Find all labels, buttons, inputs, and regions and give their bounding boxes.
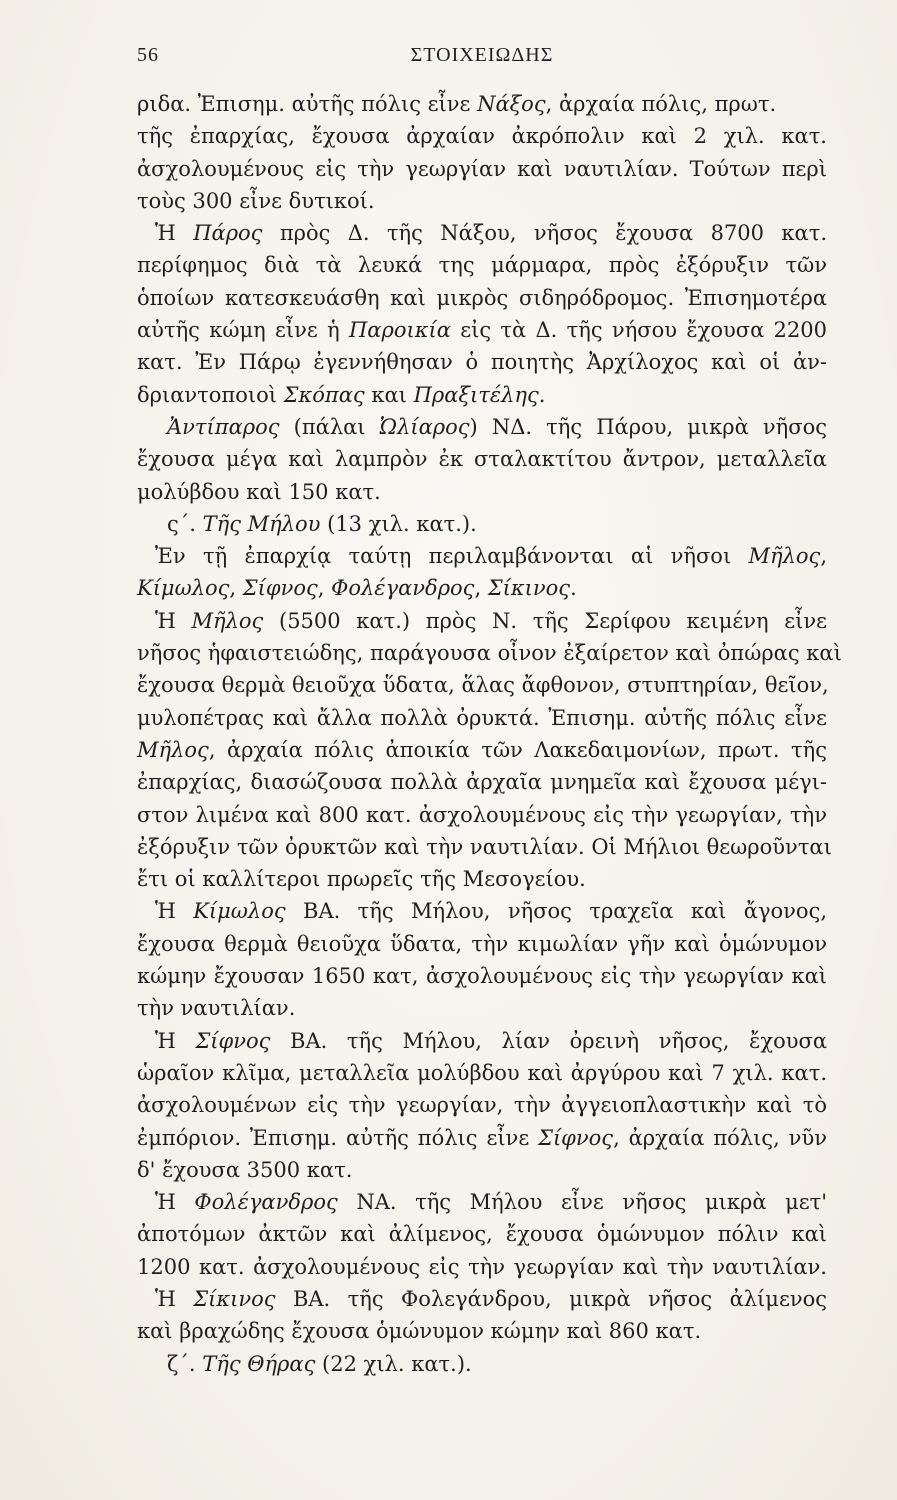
text-run: καὶ βραχώδης ἔχουσα ὁμώνυμον κώμην καὶ 860 κατ. xyxy=(137,1319,702,1344)
text-line xyxy=(137,734,827,766)
text-run: ὁποίων κατεσκευάσθη καὶ μικρὸς σιδηρόδρομος. Ἐπισημοτέρα xyxy=(137,285,827,310)
text-line xyxy=(137,217,827,249)
running-title: ΣΤΟΙΧΕΙΩΔΗΣ xyxy=(410,44,554,66)
text-line xyxy=(137,605,827,637)
text-run: δ' ἔχουσα 3500 κατ. xyxy=(137,1157,353,1182)
text-line xyxy=(137,153,827,185)
text-run: μυλοπέτρας καὶ ἄλλα πολλὰ ὀρυκτά. Ἐπισημ. αὐτῆς πόλις εἶνε xyxy=(137,705,827,730)
text-run: ἐξόρυξιν τῶν ὀρυκτῶν καὶ τὴν ναυτιλίαν. Οἱ Μήλιοι θεωροῦνται xyxy=(137,834,832,859)
italic-term: Μῆλος xyxy=(748,544,821,569)
text-line xyxy=(137,1122,827,1154)
text-run: κατ. Ἐν Πάρῳ ἐγεννήθησαν ὁ ποιητὴς Ἀρχίλοχος καὶ οἱ ἀν- xyxy=(137,350,827,375)
text-line xyxy=(137,669,827,701)
italic-term: Τῆς Θήρας xyxy=(202,1351,316,1376)
text-run: στον λιμένα καὶ 800 κατ. ἀσχολουμένους εἰς τὴν γεωργίαν, τὴν xyxy=(137,802,827,827)
italic-term: Κίμωλος xyxy=(193,899,286,924)
text-run: ς΄. xyxy=(167,511,203,536)
text-run: τοὺς 300 εἶνε δυτικοί. xyxy=(137,188,375,213)
text-line xyxy=(137,992,827,1024)
text-line xyxy=(137,1057,827,1089)
page-number: 56 xyxy=(137,44,159,66)
text-run: Ἡ xyxy=(155,221,194,246)
text-line xyxy=(137,1089,827,1121)
text-run: αὐτῆς κώμη εἶνε ἡ xyxy=(137,318,349,343)
text-line xyxy=(137,960,827,992)
text-line xyxy=(137,88,827,120)
text-run: κώμην ἔχουσαν 1650 κατ, ἀσχολουμένους εἰς τὴν γεωργίαν καὶ xyxy=(137,964,827,989)
text-run: ἐπαρχίας, διασώζουσα πολλὰ ἀρχαῖα μνημεῖα καὶ ἔχουσα μέγι- xyxy=(137,770,827,795)
text-run: ΒΑ. τῆς Μήλου, νῆσος τραχεῖα καὶ ἄγονος, xyxy=(285,899,827,924)
italic-term: Τῆς Μήλου xyxy=(202,511,321,536)
text-run: (πάλαι xyxy=(279,414,380,439)
text-line xyxy=(137,1154,827,1186)
text-line xyxy=(137,1025,827,1057)
text-line xyxy=(137,120,827,152)
text-line xyxy=(137,702,827,734)
text-run: ἀσχολουμένους εἰς τὴν γεωργίαν καὶ ναυτιλίαν. Τούτων περὶ xyxy=(137,156,827,181)
italic-term: Ἀντίπαρος xyxy=(167,414,280,439)
italic-term: Φολέγανδρος xyxy=(331,576,475,601)
text-line xyxy=(137,443,827,475)
italic-term: Σίκινος xyxy=(193,1286,276,1311)
text-run: Ἐν τῇ ἐπαρχίᾳ ταύτῃ περιλαμβάνονται αἱ νῆσοι xyxy=(155,544,749,569)
text-run: 1200 κατ. ἀσχολουμένους εἰς τὴν γεωργίαν καὶ τὴν ναυτιλίαν. xyxy=(137,1254,827,1279)
text-run: ἔχουσα θερμὰ θειοῦχα ὕδατα, τὴν κιμωλίαν γῆν καὶ ὁμώνυμον xyxy=(137,931,827,956)
text-line xyxy=(137,1251,827,1283)
text-line xyxy=(137,1218,827,1250)
text-run: Ἡ xyxy=(155,1286,194,1311)
italic-term: Μῆλος xyxy=(191,608,264,633)
text-run: , xyxy=(474,576,488,601)
text-line xyxy=(137,895,827,927)
text-line xyxy=(137,928,827,960)
text-line xyxy=(137,637,842,669)
italic-term: Πάρος xyxy=(193,221,263,246)
text-run: ἀποτόμων ἀκτῶν καὶ ἀλίμενος, ἔχουσα ὁμώνυμον πόλιν καὶ xyxy=(137,1222,827,1247)
text-line xyxy=(137,379,827,411)
text-run: ἔχουσα μέγα καὶ λαμπρὸν ἐκ σταλακτίτου ἄντρον, μεταλλεῖα xyxy=(137,447,827,472)
text-run: περίφημος διὰ τὰ λευκά της μάρμαρα, πρὸς ἐξόρυξιν τῶν xyxy=(137,253,827,278)
text-run: τὴν ναυτιλίαν. xyxy=(137,996,296,1021)
text-run: , ἀρχαία πόλις, νῦν xyxy=(613,1125,827,1150)
text-run: ΒΑ. τῆς Μήλου, λίαν ὀρεινὴ νῆσος, ἔχουσα xyxy=(270,1028,828,1053)
text-line xyxy=(137,346,827,378)
text-run: (13 χιλ. κατ.). xyxy=(320,511,477,536)
text-line xyxy=(137,508,827,540)
italic-term: Σκόπας xyxy=(283,382,365,407)
text-run: , ἀρχαία πόλις ἀποικία τῶν Λακεδαιμονίων, πρωτ. τῆς xyxy=(208,737,827,762)
body-text xyxy=(137,88,842,1380)
text-line xyxy=(137,831,832,863)
text-run: (5500 κατ.) πρὸς Ν. τῆς Σερίφου κειμένη εἶνε xyxy=(263,608,827,633)
text-line xyxy=(137,863,827,895)
italic-term: Φολέγανδρος xyxy=(194,1190,338,1215)
text-line xyxy=(137,572,827,604)
text-run: , xyxy=(820,544,827,569)
page-header xyxy=(137,40,827,72)
italic-term: Παροικία xyxy=(348,318,451,343)
italic-term: Μῆλος xyxy=(137,737,209,762)
text-line xyxy=(137,185,827,217)
text-run: , ἀρχαία πόλις, πρωτ. xyxy=(545,92,777,116)
text-line xyxy=(137,1348,827,1380)
text-run: Ἡ xyxy=(155,1028,196,1053)
text-line xyxy=(137,476,827,508)
text-line xyxy=(137,1283,827,1315)
text-run: και xyxy=(364,382,414,407)
text-run: . xyxy=(570,576,577,601)
text-run: μολύβδου καὶ 150 κατ. xyxy=(137,479,381,504)
italic-term: Ὠλίαρος xyxy=(379,414,470,439)
italic-term: Πραξιτέλης xyxy=(413,382,539,407)
text-line xyxy=(137,799,827,831)
text-run: πρὸς Δ. τῆς Νάξου, νῆσος ἔχουσα 8700 κατ. xyxy=(262,221,827,246)
text-run: , xyxy=(317,576,332,601)
text-run: εἰς τὰ Δ. τῆς νήσου ἔχουσα 2200 xyxy=(450,318,828,343)
text-run: ἐμπόριον. Ἐπισημ. αὐτῆς πόλις εἶνε xyxy=(137,1125,539,1150)
italic-term: Νάξος xyxy=(477,92,546,116)
italic-term: Σίφνος xyxy=(242,576,318,601)
text-run: ἔχουσα θερμὰ θειοῦχα ὕδατα, ἅλας ἄφθονον, στυπτηρίαν, θεῖον, xyxy=(137,673,829,698)
text-run: νῆσος ἡφαιστειώδης, παράγουσα οἶνον ἐξαίρετον καὶ ὀπώρας καὶ xyxy=(137,641,842,666)
text-line xyxy=(137,1186,827,1218)
text-run: Ἡ xyxy=(155,899,194,924)
text-line xyxy=(137,766,827,798)
text-run: ΝΑ. τῆς Μήλου εἶνε νῆσος μικρὰ μετ' xyxy=(337,1190,827,1215)
text-run: ριδα. Ἐπισημ. αὐτῆς πόλις εἶνε xyxy=(137,92,478,116)
text-run: ἀσχολουμένων εἰς τὴν γεωργίαν, τὴν ἀγγειοπλαστικὴν καὶ τὸ xyxy=(137,1093,827,1118)
text-run: (22 χιλ. κατ.). xyxy=(315,1351,472,1376)
italic-term: Σίφνος xyxy=(195,1028,271,1053)
text-line xyxy=(137,411,827,443)
text-run: Ἡ xyxy=(155,1190,195,1215)
text-run: τῆς ἐπαρχίας, ἔχουσα ἀρχαίαν ἀκρόπολιν καὶ 2 χιλ. κατ. xyxy=(137,124,827,149)
italic-term: Κίμωλος xyxy=(137,576,230,601)
text-run: . xyxy=(538,382,546,407)
text-run: δριαντοποιοὶ xyxy=(137,382,284,407)
text-run: ἔτι οἱ καλλίτεροι πρωρεῖς τῆς Μεσογείου. xyxy=(137,867,586,892)
text-run: , xyxy=(229,576,243,601)
text-line xyxy=(137,249,827,281)
italic-term: Σίφνος xyxy=(538,1125,614,1150)
text-run: ) ΝΔ. τῆς Πάρου, μικρὰ νῆσος xyxy=(469,414,827,439)
text-line xyxy=(137,314,827,346)
italic-term: Σίκινος xyxy=(487,576,571,601)
text-run: ὡραῖον κλῖμα, μεταλλεῖα μολύβδου καὶ ἀργύρου καὶ 7 χιλ. κατ. xyxy=(137,1060,827,1085)
text-line xyxy=(137,540,827,572)
text-run: ΒΑ. τῆς Φολεγάνδρου, μικρὰ νῆσος ἀλίμενος xyxy=(275,1286,827,1311)
text-run: ζ΄. xyxy=(167,1351,203,1376)
text-run: Ἡ xyxy=(155,608,192,633)
text-line xyxy=(137,1315,827,1347)
text-line xyxy=(137,282,827,314)
